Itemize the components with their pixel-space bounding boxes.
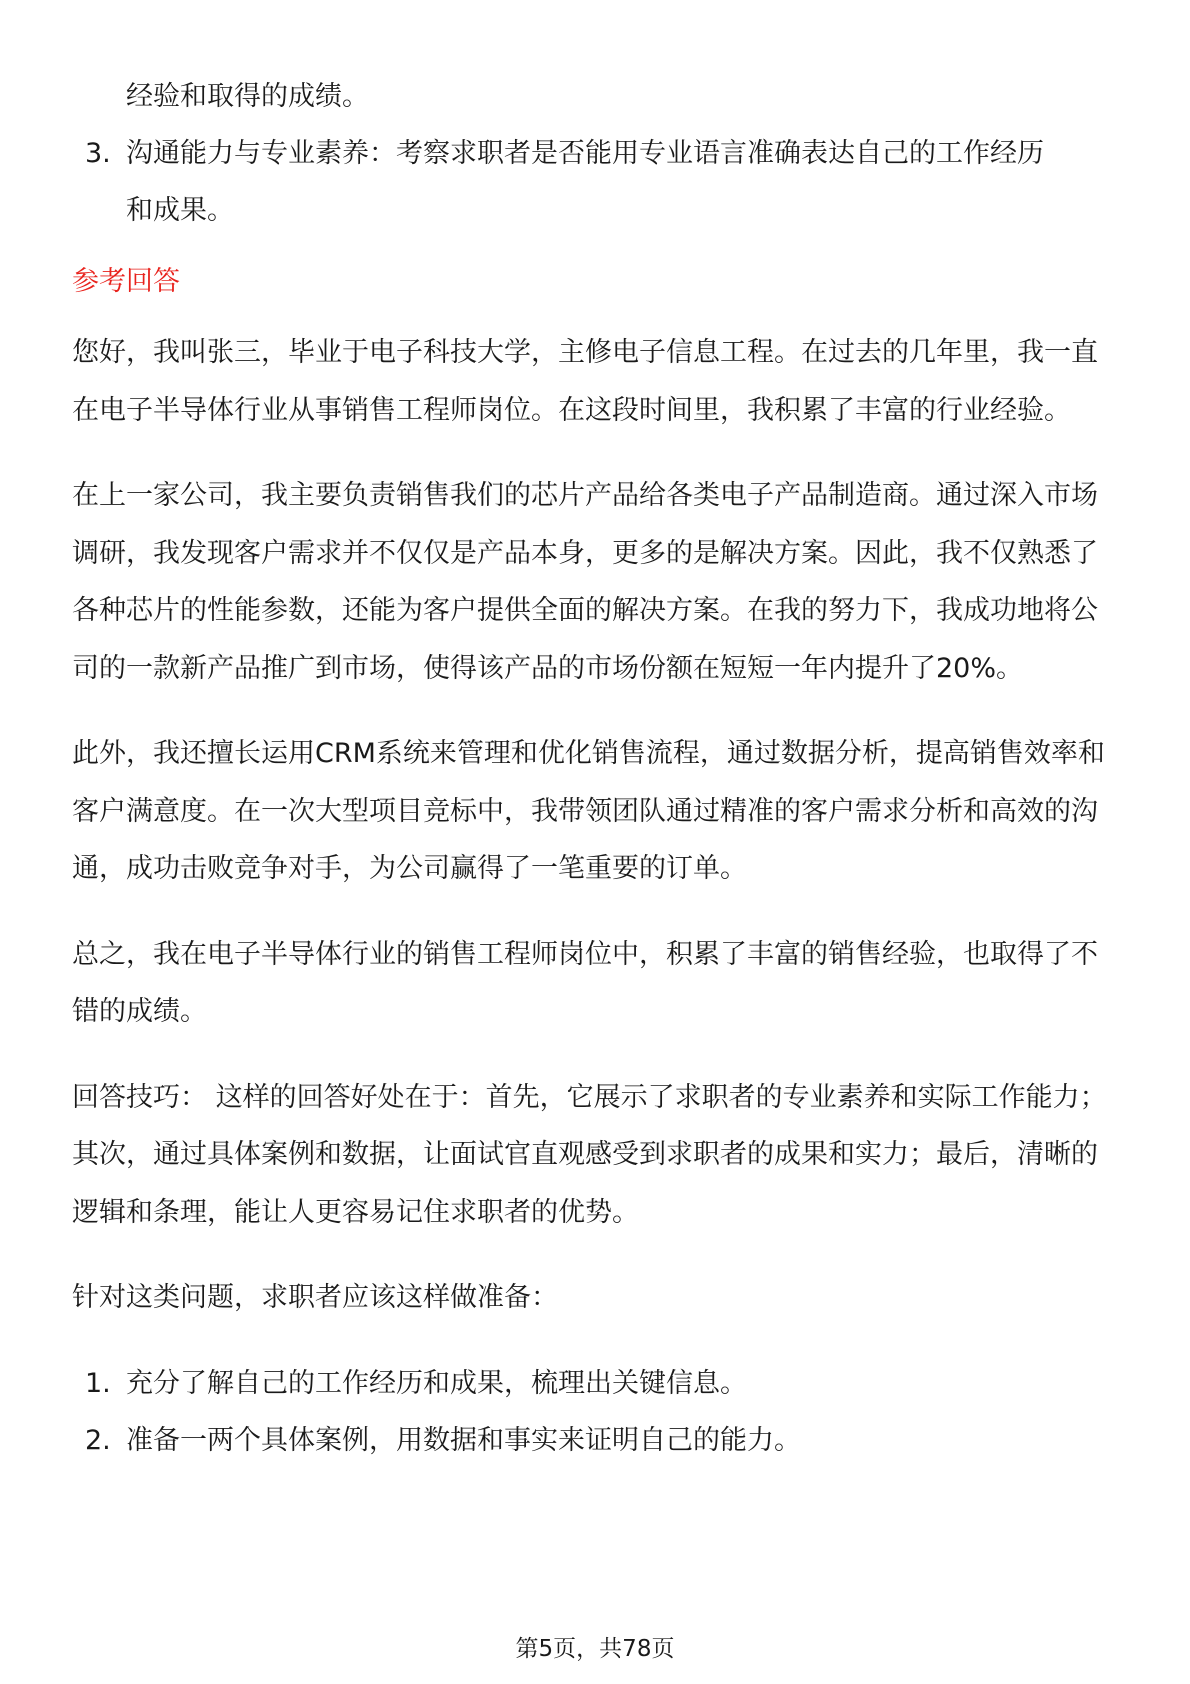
list-item-text-continued: 和成果。 [126,195,234,226]
preparation-list-item [72,1355,1122,1412]
criteria-list-item-3 [72,125,1122,239]
list-number: 3. [85,138,111,169]
list-item-text: 充分了解自己的工作经历和成果，梳理出关键信息。 [126,1367,747,1399]
paragraph-summary: 总之，我在电子半导体行业的销售工程师岗位中，积累了丰富的销售经验，也取得了不错的成绩。 [72,938,1098,1027]
preparation-list [72,1355,1122,1469]
paragraph-intro: 您好，我叫张三，毕业于电子科技大学，主修电子信息工程。在过去的几年里，我一直在电子半导体行业从事销售工程师岗位。在这段时间里，我积累了丰富的行业经验。 [72,337,1098,426]
paragraph-answer-tips: 回答技巧： 这样的回答好处在于：首先，它展示了求职者的专业素养和实际工作能力；其次，通过具体案例和数据，让面试官直观感受到求职者的成果和实力；最后，清晰的逻辑和条理，能让人更容易记住求职者的优势。 [72,1081,1107,1228]
page-content [72,68,1122,1469]
page-footer: 第5页，共78页 [515,1636,675,1662]
paragraph-previous-company: 在上一家公司，我主要负责销售我们的芯片产品给各类电子产品制造商。通过深入市场调研，我发现客户需求并不仅仅是产品本身，更多的是解决方案。因此，我不仅熟悉了各种芯片的性能参数，还能为客户提供全面的解决方案。在我的努力下，我成功地将公司的一款新产品推广到市场，使得该产品的市场份额在短短一年内提升了20%。 [72,480,1098,684]
section-heading: 参考回答 [72,266,180,297]
list-item-continuation: 经验和取得的成绩。 [126,81,369,112]
list-number: 2. [85,1424,111,1456]
preparation-list-item [72,1412,1122,1469]
list-item-text: 准备一两个具体案例，用数据和事实来证明自己的能力。 [126,1424,801,1456]
list-number: 1. [85,1367,111,1399]
paragraph-crm: 此外，我还擅长运用CRM系统来管理和优化销售流程，通过数据分析，提高销售效率和客户满意度。在一次大型项目竞标中，我带领团队通过精准的客户需求分析和高效的沟通，成功击败竞争对手，为公司赢得了一笔重要的订单。 [72,738,1105,884]
paragraph-preparation-intro: 针对这类问题，求职者应该这样做准备： [72,1282,558,1313]
list-item-text: 沟通能力与专业素养：考察求职者是否能用专业语言准确表达自己的工作经历 [126,138,1044,169]
